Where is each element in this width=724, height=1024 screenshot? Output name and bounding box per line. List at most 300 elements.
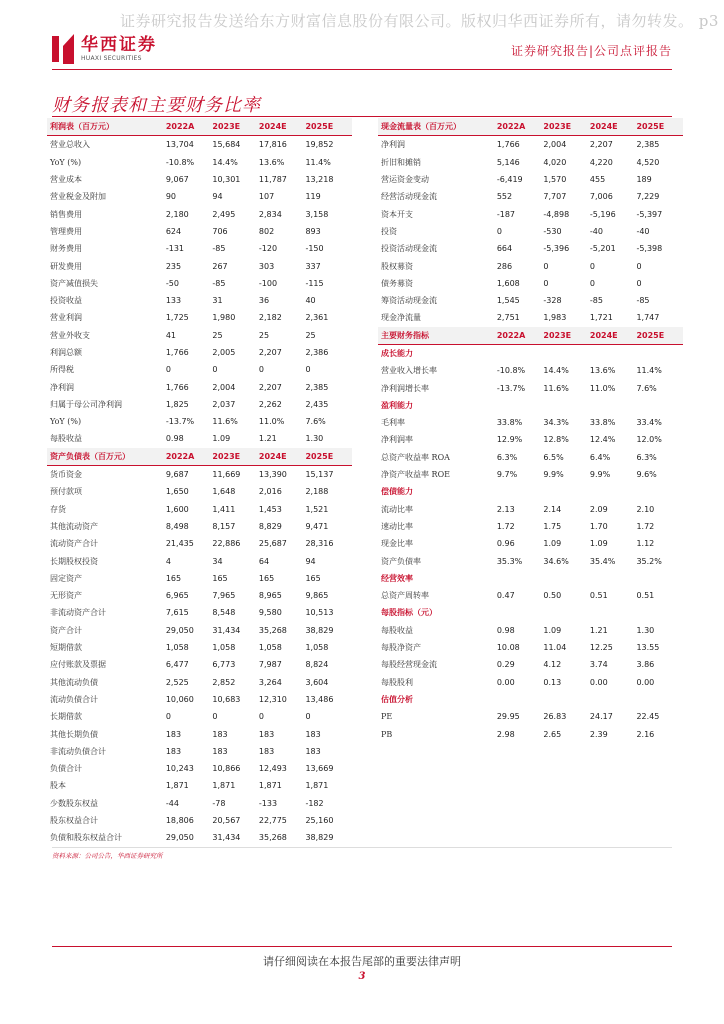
- cell-value: 0: [636, 261, 642, 271]
- cell-value: 183: [212, 746, 228, 756]
- cell-value: 1,650: [165, 487, 189, 497]
- table-row: [47, 361, 352, 378]
- table-row: [378, 205, 683, 222]
- row-label: 其他流动资产: [50, 521, 98, 531]
- cell-value: 2,852: [212, 677, 236, 687]
- row-label: 资产负债表（百万元）: [50, 450, 130, 461]
- cell-value: 2025E: [636, 122, 665, 132]
- cell-value: 165: [165, 573, 182, 583]
- cell-value: 11.4%: [305, 157, 331, 167]
- cell-value: 2024E: [589, 330, 618, 340]
- cell-value: 1,766: [165, 348, 189, 357]
- cell-value: 4,220: [589, 157, 613, 167]
- cell-value: -50: [165, 278, 179, 288]
- cell-value: 90: [165, 192, 177, 202]
- cell-value: 1,871: [305, 781, 329, 791]
- cell-value: 2,004: [212, 382, 236, 392]
- cell-value: -13.7%: [165, 417, 195, 427]
- table-row: [47, 570, 352, 587]
- cell-value: 4: [165, 556, 171, 566]
- cell-value: 35,268: [258, 833, 287, 843]
- cell-value: -530: [543, 226, 562, 236]
- row-label: 营业外收支: [50, 330, 90, 340]
- table-row: [378, 466, 683, 483]
- cell-value: -5,398: [636, 244, 663, 254]
- table-row: [378, 154, 683, 171]
- row-label: PB: [381, 729, 393, 739]
- row-label: 其他长期负债: [50, 729, 98, 739]
- cell-value: 8,829: [258, 521, 282, 531]
- cell-value: 0.29: [496, 660, 515, 670]
- cell-value: 7,987: [258, 660, 282, 670]
- table-row: [47, 483, 352, 500]
- row-label: 存货: [50, 504, 66, 514]
- table-row: [378, 449, 683, 466]
- cell-value: 17,816: [258, 140, 287, 150]
- cell-value: 1,825: [165, 399, 189, 409]
- cell-value: 1,453: [258, 504, 282, 514]
- row-label: 利润表（百万元）: [50, 121, 114, 132]
- cell-value: 2023E: [543, 122, 572, 132]
- cell-value: 2.98: [496, 729, 515, 739]
- cell-value: 664: [496, 244, 513, 254]
- cell-value: 10,513: [305, 608, 334, 618]
- cell-value: 1.09: [589, 539, 608, 549]
- cell-value: 1.09: [543, 625, 562, 635]
- cell-value: 9.9%: [589, 470, 611, 480]
- cell-value: 38,829: [305, 625, 334, 635]
- cell-value: 183: [305, 746, 321, 756]
- title-divider: [52, 116, 672, 117]
- cell-value: 36: [258, 296, 270, 306]
- row-label: 投资收益: [50, 296, 82, 306]
- cell-value: 802: [258, 226, 275, 236]
- row-label: 盈利能力: [381, 399, 413, 410]
- cell-value: 13,669: [305, 764, 334, 774]
- table-row: [47, 240, 352, 257]
- row-label: 预付款项: [50, 487, 82, 497]
- cell-value: 1,058: [212, 643, 236, 653]
- cell-value: 2025E: [305, 451, 334, 461]
- cell-value: 2,037: [212, 399, 236, 409]
- table-row: [47, 136, 352, 153]
- cell-value: 337: [305, 261, 321, 271]
- table-row: [47, 292, 352, 309]
- row-label: 营业收入增长率: [381, 366, 437, 376]
- cell-value: 1.70: [589, 521, 608, 531]
- cell-value: 13,218: [305, 175, 334, 185]
- cell-value: 10,060: [165, 694, 194, 704]
- cell-value: 9.9%: [543, 470, 564, 480]
- cell-value: 303: [258, 261, 275, 271]
- row-label: 长期股权投资: [50, 556, 98, 566]
- table-row: [47, 674, 352, 691]
- cell-value: 1,058: [165, 643, 189, 653]
- cell-value: 1,570: [543, 175, 567, 185]
- row-label: 流动资产合计: [50, 539, 98, 549]
- row-label: 股权募资: [381, 261, 413, 271]
- row-label: 经营活动现金流: [381, 192, 437, 202]
- cell-value: 14.4%: [212, 157, 238, 167]
- cell-value: -6,419: [496, 175, 523, 185]
- cell-value: 3,158: [305, 209, 329, 219]
- table-header-row: [47, 118, 352, 136]
- table-subheader-row: [378, 397, 683, 414]
- cell-value: 552: [496, 192, 513, 202]
- table-row: [47, 829, 352, 846]
- cell-value: 7,006: [589, 192, 613, 202]
- cell-value: -10.8%: [165, 157, 195, 167]
- cell-value: 1,871: [258, 781, 282, 791]
- table-row: [47, 795, 352, 812]
- cell-value: 107: [258, 192, 275, 202]
- cell-value: 10,301: [212, 175, 241, 185]
- cell-value: 25,160: [305, 816, 334, 826]
- cell-value: 29,050: [165, 625, 194, 635]
- row-label: 每股收益: [381, 625, 413, 635]
- cell-value: 183: [212, 729, 228, 739]
- cell-value: 9,580: [258, 608, 282, 618]
- cell-value: -85: [212, 278, 226, 288]
- cell-value: 183: [258, 729, 275, 739]
- row-label: 无形资产: [50, 591, 82, 601]
- row-label: 资产减值损失: [50, 278, 98, 288]
- cell-value: 267: [212, 261, 228, 271]
- cell-value: 13,704: [165, 140, 194, 150]
- cell-value: 1,871: [212, 781, 236, 791]
- cell-value: 24.17: [589, 712, 613, 722]
- source-note: 资料来源：公司公告，华西证券研究所: [52, 852, 163, 860]
- cell-value: 455: [589, 175, 606, 185]
- table-row: [47, 430, 352, 447]
- table-row: [47, 604, 352, 621]
- cell-value: 22,886: [212, 539, 241, 549]
- table-row: [47, 257, 352, 274]
- cell-value: 13,486: [305, 694, 334, 704]
- row-label: 资产合计: [50, 625, 82, 635]
- cell-value: 165: [258, 573, 275, 583]
- cell-value: 0.50: [543, 591, 562, 601]
- cell-value: 29.95: [496, 712, 520, 722]
- cell-value: 1.72: [636, 521, 655, 531]
- cell-value: 3,604: [305, 677, 329, 687]
- cell-value: 34.3%: [543, 418, 569, 428]
- cell-value: 7,615: [165, 608, 189, 618]
- cell-value: -5,397: [636, 209, 663, 219]
- row-label: 负债合计: [50, 764, 82, 774]
- cell-value: 2.10: [636, 504, 655, 514]
- cell-value: 31,434: [212, 833, 241, 843]
- cell-value: 13.6%: [258, 157, 285, 167]
- cell-value: 165: [305, 573, 321, 583]
- cell-value: 2,435: [305, 399, 329, 409]
- cell-value: 4,020: [543, 157, 567, 167]
- cell-value: 6,477: [165, 660, 189, 670]
- cell-value: -85: [589, 296, 603, 306]
- cell-value: 2,361: [305, 313, 329, 323]
- cell-value: 1,521: [305, 504, 329, 514]
- table-row: [378, 431, 683, 448]
- cell-value: 1,545: [496, 296, 520, 306]
- table-row: [378, 708, 683, 725]
- table-row: [47, 275, 352, 292]
- cell-value: 22.45: [636, 712, 660, 722]
- cell-value: -13.7%: [496, 383, 526, 393]
- cell-value: 9,067: [165, 175, 189, 185]
- cell-value: 0.00: [589, 677, 608, 687]
- table-row: [378, 501, 683, 518]
- cell-value: -5,396: [543, 244, 570, 254]
- cell-value: 1.09: [543, 539, 562, 549]
- header-divider: [52, 69, 672, 70]
- cell-value: 0.98: [165, 434, 184, 444]
- cell-value: 0.00: [496, 677, 515, 687]
- cell-value: 94: [305, 556, 316, 566]
- cell-value: 6.5%: [543, 452, 564, 462]
- cell-value: 2024E: [589, 122, 618, 132]
- cell-value: 3,264: [258, 677, 282, 687]
- table-row: [47, 154, 352, 171]
- cell-value: 25,687: [258, 539, 287, 549]
- cell-value: 1,721: [589, 313, 613, 323]
- cell-value: 2,495: [212, 209, 236, 219]
- cell-value: 10.08: [496, 643, 520, 653]
- cell-value: 0: [496, 226, 502, 236]
- cell-value: 235: [165, 261, 182, 271]
- cell-value: -40: [636, 226, 650, 236]
- cell-value: 3.74: [589, 660, 608, 670]
- table-row: [378, 535, 683, 552]
- cell-value: 12,310: [258, 694, 287, 704]
- cell-value: 40: [305, 296, 316, 306]
- row-label: 速动比率: [381, 521, 413, 531]
- cell-value: 28,316: [305, 539, 334, 549]
- cell-value: 1.21: [258, 434, 277, 444]
- cell-value: 2.13: [496, 504, 515, 514]
- cell-value: 0: [589, 278, 595, 288]
- cell-value: 25: [258, 330, 270, 340]
- cell-value: 0: [212, 365, 218, 375]
- cell-value: 2,751: [496, 313, 520, 323]
- row-label: 每股指标（元）: [381, 607, 437, 618]
- cell-value: 0: [305, 365, 311, 375]
- cell-value: 2,386: [305, 348, 329, 357]
- cell-value: 2023E: [212, 122, 241, 132]
- cell-value: 0.51: [589, 591, 608, 601]
- cell-value: 1,766: [496, 140, 520, 150]
- cell-value: 1,747: [636, 313, 660, 323]
- cell-value: 0: [165, 365, 171, 375]
- table-row: [47, 205, 352, 222]
- table-row: [47, 188, 352, 205]
- cell-value: 25: [305, 330, 316, 340]
- cell-value: 6,773: [212, 660, 236, 670]
- table-row: [378, 240, 683, 257]
- cell-value: 6.3%: [496, 452, 518, 462]
- cell-value: -4,898: [543, 209, 570, 219]
- row-label: 利润总额: [50, 348, 82, 357]
- cell-value: 1,983: [543, 313, 567, 323]
- cell-value: 2,182: [258, 313, 282, 323]
- cell-value: 10,243: [165, 764, 194, 774]
- table-row: [47, 223, 352, 240]
- row-label: 所得税: [50, 365, 74, 375]
- cell-value: 706: [212, 226, 228, 236]
- row-label: 每股净资产: [381, 643, 421, 653]
- table-row: [378, 674, 683, 691]
- table-row: [47, 396, 352, 413]
- row-label: 流动比率: [381, 504, 413, 514]
- cell-value: 8,548: [212, 608, 236, 618]
- cell-value: 33.4%: [636, 418, 662, 428]
- row-label: 营业税金及附加: [50, 192, 106, 202]
- cell-value: 7,229: [636, 192, 660, 202]
- row-label: 每股经营现金流: [381, 660, 437, 670]
- table-row: [378, 362, 683, 379]
- cell-value: 2,207: [258, 382, 282, 392]
- cell-value: 11,787: [258, 175, 287, 185]
- row-label: 净利润: [50, 382, 74, 392]
- table-row: [47, 309, 352, 326]
- cell-value: 1.72: [496, 521, 515, 531]
- table-subheader-row: [378, 345, 683, 362]
- cell-value: 8,965: [258, 591, 282, 601]
- cell-value: 0.13: [543, 677, 562, 687]
- cell-value: 2024E: [258, 122, 287, 132]
- cell-value: 133: [165, 296, 182, 306]
- row-label: 净利润增长率: [381, 383, 429, 393]
- cell-value: -133: [258, 798, 278, 808]
- table-row: [47, 518, 352, 535]
- cell-value: 33.8%: [589, 418, 616, 428]
- cell-value: 0: [165, 712, 171, 722]
- row-label: 估值分析: [381, 693, 413, 704]
- company-logo: [52, 34, 157, 64]
- table-row: [378, 725, 683, 742]
- row-label: PE: [381, 712, 393, 722]
- table-row: [378, 639, 683, 656]
- table-row: [47, 812, 352, 829]
- cell-value: 2,207: [589, 140, 613, 150]
- cell-value: 1.30: [305, 434, 324, 444]
- cell-value: 0: [543, 261, 549, 271]
- row-label: 负债和股东权益合计: [50, 833, 122, 843]
- cell-value: 7,707: [543, 192, 567, 202]
- table-row: [47, 466, 352, 483]
- cell-value: -100: [258, 278, 278, 288]
- cell-value: 38,829: [305, 833, 334, 843]
- row-label: 短期借款: [50, 643, 82, 653]
- cell-value: 8,157: [212, 521, 236, 531]
- cell-value: 12,493: [258, 764, 287, 774]
- row-label: 现金比率: [381, 539, 413, 549]
- cell-value: 0: [258, 712, 264, 722]
- cell-value: 35.3%: [496, 556, 523, 566]
- cell-value: 1.21: [589, 625, 608, 635]
- table-row: [378, 188, 683, 205]
- cell-value: 0: [305, 712, 311, 722]
- cell-value: 15,137: [305, 470, 334, 480]
- page-number: 3: [358, 971, 366, 982]
- cell-value: 0.47: [496, 591, 515, 601]
- cell-value: 11.4%: [636, 366, 662, 376]
- cell-value: 1,648: [212, 487, 236, 497]
- table-row: [47, 725, 352, 742]
- cell-value: 34.6%: [543, 556, 569, 566]
- row-label: 股本: [50, 781, 66, 791]
- row-label: 毛利率: [381, 418, 405, 428]
- row-label: 少数股东权益: [50, 798, 98, 808]
- table-row: [378, 518, 683, 535]
- row-label: 偿债能力: [381, 486, 413, 497]
- cell-value: -40: [589, 226, 603, 236]
- row-label: 固定资产: [50, 573, 82, 583]
- footer-disclaimer: 请仔细阅读在本报告尾部的重要法律声明: [263, 955, 461, 968]
- cell-value: 0.51: [636, 591, 655, 601]
- cell-value: 29,050: [165, 833, 194, 843]
- cell-value: 189: [636, 175, 652, 185]
- table-row: [378, 552, 683, 569]
- row-label: 营业总收入: [50, 140, 90, 150]
- cell-value: -120: [258, 244, 278, 254]
- cell-value: 1,871: [165, 781, 189, 791]
- cell-value: 183: [165, 729, 182, 739]
- cell-value: 18,806: [165, 816, 194, 826]
- table-row: [47, 587, 352, 604]
- cell-value: 41: [165, 330, 177, 340]
- cell-value: 64: [258, 556, 270, 566]
- row-label: 长期借款: [50, 712, 82, 722]
- table-row: [47, 691, 352, 708]
- cell-value: 1,058: [258, 643, 282, 653]
- row-label: 成长能力: [381, 348, 413, 358]
- cell-value: 0: [258, 365, 264, 375]
- watermark-text: 证券研究报告发送给东方财富信息股份有限公司。版权归华西证券所有，请勿转发。 p3: [120, 12, 719, 30]
- row-label: 非流动负债合计: [50, 746, 106, 756]
- cell-value: 8,498: [165, 521, 189, 531]
- cell-value: 2,525: [165, 677, 189, 687]
- cell-value: -85: [212, 244, 226, 254]
- cell-value: 1.30: [636, 625, 655, 635]
- table-row: [378, 656, 683, 673]
- cell-value: 2022A: [165, 451, 195, 461]
- table-row: [47, 777, 352, 794]
- cell-value: 12.8%: [543, 435, 569, 445]
- cell-value: 2023E: [212, 451, 241, 461]
- table-subheader-row: [378, 570, 683, 587]
- cell-value: -85: [636, 296, 650, 306]
- table-header-row: [378, 118, 683, 136]
- cell-value: 0: [212, 712, 218, 722]
- cell-value: -5,201: [589, 244, 616, 254]
- cell-value: 183: [258, 746, 275, 756]
- cell-value: 9,471: [305, 521, 329, 531]
- row-label: 财务费用: [50, 244, 82, 254]
- row-label: 营业成本: [50, 175, 82, 185]
- row-label: 投资: [381, 226, 397, 236]
- cell-value: 11.04: [543, 643, 567, 653]
- cell-value: 21,435: [165, 539, 194, 549]
- cell-value: 94: [212, 192, 223, 202]
- cell-value: 1,600: [165, 504, 189, 514]
- cell-value: 2,188: [305, 487, 329, 497]
- cell-value: 7,965: [212, 591, 236, 601]
- cell-value: 1,608: [496, 278, 520, 288]
- cell-value: 0.96: [496, 539, 515, 549]
- table-row: [47, 743, 352, 760]
- row-label: 应付账款及票据: [50, 660, 106, 670]
- table-row: [378, 171, 683, 188]
